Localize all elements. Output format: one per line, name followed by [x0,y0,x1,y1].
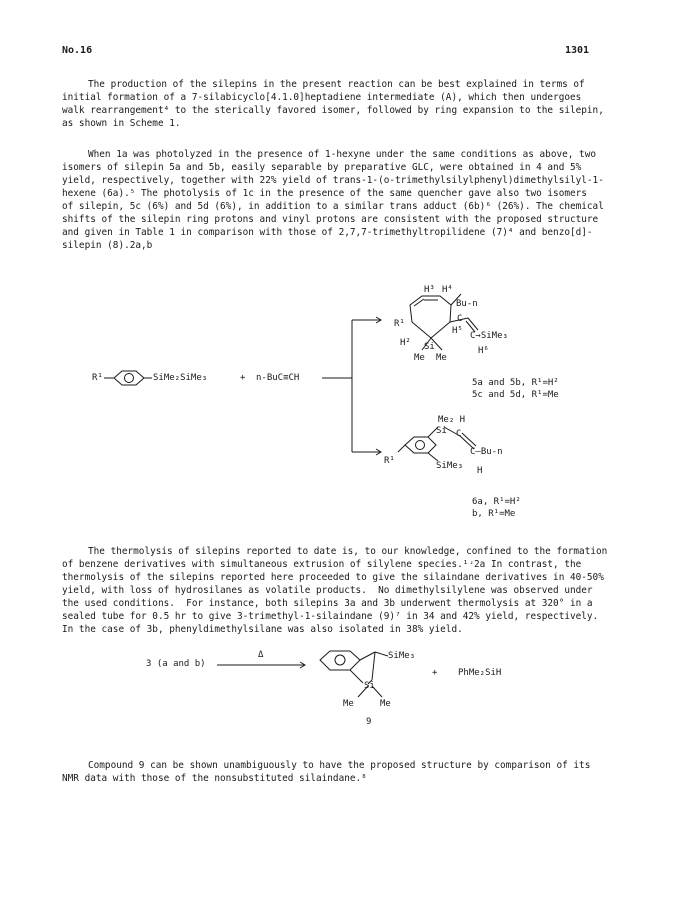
silaindane-structure [320,651,388,697]
text-line: yield, with loss of hydrosilanes as volatile products. No dimethylsilylene was observed under [62,585,593,596]
plus-sign: + [240,373,246,383]
reagent-hexyne: n-BuC≡CH [256,373,300,383]
silepin-me-1: Me [414,353,425,363]
text-line: isomers of silepin 5a and 5b, easily separable by preparative GLC, were obtained in 4 and 5% [62,162,582,173]
scheme2-plus: + [432,668,438,678]
page-number: 1301 [565,45,590,56]
text-line: hexene (6a).⁵ The photolysis of 1c in the presence of the same quencher gave also two isomers [62,188,587,199]
scheme2-si: Si [364,681,375,691]
silepin-bu: Bu-n [456,299,478,309]
text-line: sealed tube for 0.5 hr to give 3-trimethyl-1-silaindane (9)⁷ in 34 and 42% yield, respectively. [62,611,599,622]
text-line: of benzene derivatives with simultaneous extrusion of silylene species.¹ʴ2a In contrast, the [62,559,582,570]
silepin-h6: H⁶ [478,346,489,356]
text-line: shifts of the silepin ring protons and vinyl protons are consistent with the proposed structure [62,214,599,225]
silepin-h2: H² [400,338,411,348]
adduct-h: H [477,466,483,476]
scheme2-sime3: SiMe₃ [388,651,416,661]
text-line: NMR data with those of the nonsubstituted silaindane.⁸ [62,773,367,784]
reaction-arrow-split [322,317,381,455]
text-line: In the case of 3b, phenyldimethylsilane was also isolated in 38% yield. [62,624,463,635]
silepin-r1: R¹ [394,319,405,329]
text-line: walk rearrangement⁴ to the sterically favored isomer, followed by ring expansion to the silepin, [62,105,604,116]
adduct-c: C [456,429,462,439]
text-line: initial formation of a 7-silabicyclo[4.1.0]heptadiene intermediate (A), which then undergoes [62,92,582,103]
text-line: Compound 9 can be shown unambiguously to have the proposed structure by comparison of its [88,760,591,771]
text-line: The production of the silepins in the present reaction can be best explained in terms of [88,79,585,90]
silepin-h3: H³ [424,285,435,295]
scheme2-me-1: Me [343,699,354,709]
silepin-sime3: C→SiMe₃ [470,331,508,341]
benzene-ring-reactant [104,371,152,385]
adduct-si: Si [436,426,447,436]
text-line: silepin (8).2a,b [62,240,153,251]
adduct-caption-6a: 6a, R¹=H² [472,497,521,507]
silepin-caption-5cd: 5c and 5d, R¹=Me [472,390,559,400]
text-line: thermolysis of the silepins reported here proceeded to give the silaindane derivatives in 40-50% [62,572,604,583]
text-line: When 1a was photolyzed in the presence of 1-hexyne under the same conditions as above, two [88,149,596,160]
scheme2-reactant: 3 (a and b) [146,659,206,669]
text-line: and given in Table 1 in comparison with those of 2,7,7-trimethyltropilidene (7)⁴ and benzo[d]- [62,227,593,238]
scheme2-me-2: Me [380,699,391,709]
journal-issue: No.16 [62,45,93,56]
scheme2-byproduct: PhMe₂SiH [458,668,502,678]
adduct-bu: C—Bu-n [470,447,503,457]
silepin-caption-5ab: 5a and 5b, R¹=H² [472,378,559,388]
text-line: of silepin, 5c (6%) and 5d (6%), in addition to a similar trans adduct (6b)⁶ (26%). The chemical [62,201,604,212]
text-line: the used conditions. For instance, both silepins 3a and 3b underwent thermolysis at 320° in a [62,598,593,609]
silepin-me-2: Me [436,353,447,363]
scheme2-compound-number: 9 [366,717,372,727]
adduct-sime3: SiMe₃ [436,461,464,471]
adduct-r1: R¹ [384,456,395,466]
paragraph-thermolysis [62,545,632,636]
reactant-silyl-label: SiMe₂SiMe₃ [153,373,208,383]
paragraph-nmr [62,759,632,785]
text-line: yield, respectively, together with 22% yield of trans-1-(o-trimethylsilylphenyl)dimethylsilyl-1- [62,175,604,186]
scheme2-heat-symbol: Δ [258,650,264,660]
text-line: The thermolysis of silepins reported to date is, to our knowledge, confined to the formation [88,546,608,557]
silepin-si: Si [424,342,435,352]
silepin-c: C [457,314,463,324]
silepin-h5: H⁵ [452,326,463,336]
adduct-caption-6b: b, R¹=Me [472,509,516,519]
adduct-me2h: Me₂ H [438,415,466,425]
thermolysis-arrow [217,662,305,668]
text-line: as shown in Scheme 1. [62,118,181,129]
reactant-r1-label: R¹ [92,373,103,383]
silepin-h4: H⁴ [442,285,453,295]
